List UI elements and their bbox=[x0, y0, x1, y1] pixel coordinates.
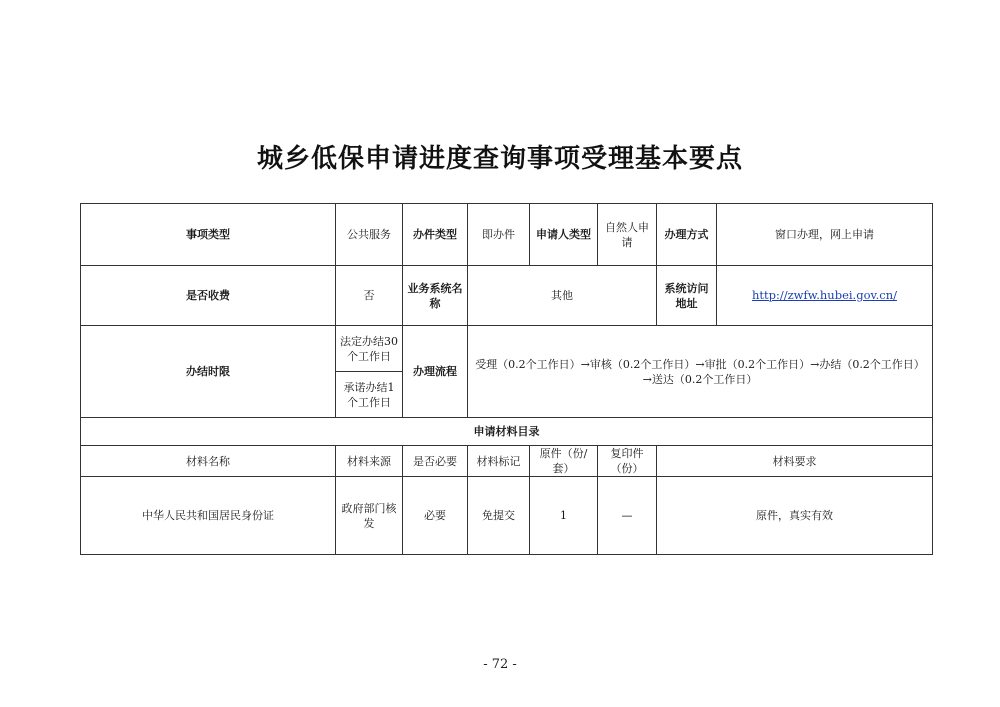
header-copy: 复印件（份） bbox=[598, 446, 657, 477]
method-value: 窗口办理，网上申请 bbox=[717, 204, 933, 266]
url-label: 系统访问地址 bbox=[657, 266, 717, 326]
material-requirement: 原件，真实有效 bbox=[657, 477, 933, 555]
material-copy-count: — bbox=[598, 477, 657, 555]
promised-deadline: 承诺办结1个工作日 bbox=[336, 372, 403, 418]
system-name-value: 其他 bbox=[468, 266, 657, 326]
header-material-source: 材料来源 bbox=[336, 446, 403, 477]
system-name-label: 业务系统名称 bbox=[403, 266, 468, 326]
applicant-type-value: 自然人申请 bbox=[598, 204, 657, 266]
material-mark: 免提交 bbox=[468, 477, 530, 555]
item-type-label: 事项类型 bbox=[81, 204, 336, 266]
method-label: 办理方式 bbox=[657, 204, 717, 266]
applicant-type-label: 申请人类型 bbox=[530, 204, 598, 266]
fee-value: 否 bbox=[336, 266, 403, 326]
header-material-mark: 材料标记 bbox=[468, 446, 530, 477]
service-info-table bbox=[80, 203, 933, 555]
materials-section-row bbox=[81, 418, 933, 446]
handle-type-label: 办件类型 bbox=[403, 204, 468, 266]
url-cell bbox=[717, 266, 933, 326]
materials-section-title: 申请材料目录 bbox=[81, 418, 933, 446]
header-original: 原件（份/套） bbox=[530, 446, 598, 477]
handle-type-value: 即办件 bbox=[468, 204, 530, 266]
page-title: 城乡低保申请进度查询事项受理基本要点 bbox=[256, 144, 743, 174]
deadline-label: 办结时限 bbox=[81, 326, 336, 418]
header-required: 是否必要 bbox=[403, 446, 468, 477]
item-type-row bbox=[81, 204, 933, 266]
material-name: 中华人民共和国居民身份证 bbox=[81, 477, 336, 555]
system-url-link[interactable]: http://zwfw.hubei.gov.cn/ bbox=[751, 288, 898, 302]
legal-deadline: 法定办结30个工作日 bbox=[336, 326, 403, 372]
material-required: 必要 bbox=[403, 477, 468, 555]
material-source: 政府部门核发 bbox=[336, 477, 403, 555]
page-number: - 72 - bbox=[483, 657, 517, 672]
table-row bbox=[81, 477, 933, 555]
fee-label: 是否收费 bbox=[81, 266, 336, 326]
header-material-name: 材料名称 bbox=[81, 446, 336, 477]
material-original-count: 1 bbox=[530, 477, 598, 555]
fee-row bbox=[81, 266, 933, 326]
header-requirement: 材料要求 bbox=[657, 446, 933, 477]
process-label: 办理流程 bbox=[403, 326, 468, 418]
process-value: 受理（0.2个工作日）→审核（0.2个工作日）→审批（0.2个工作日）→办结（0.2个工作日）→送达（0.2个工作日） bbox=[468, 326, 933, 418]
materials-header-row bbox=[81, 446, 933, 477]
deadline-row bbox=[81, 326, 933, 372]
item-type-value: 公共服务 bbox=[336, 204, 403, 266]
